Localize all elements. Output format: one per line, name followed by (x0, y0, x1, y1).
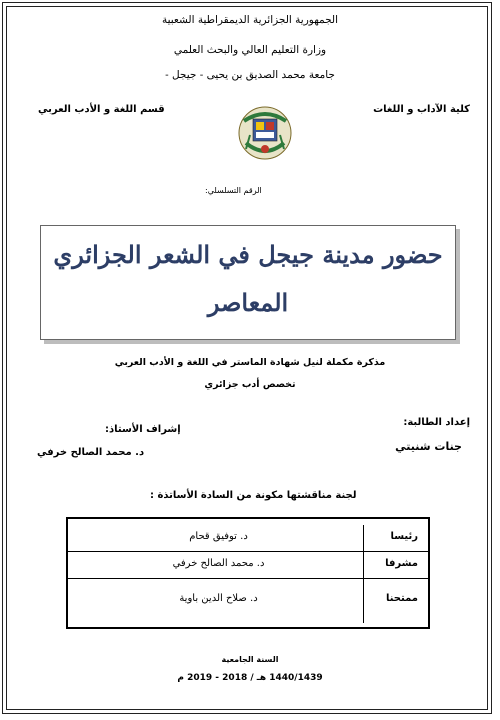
table-row (68, 525, 428, 552)
committee-heading: لجنة مناقشتها مكونة من السادة الأساتذة : (150, 490, 357, 501)
table-row (68, 579, 428, 623)
specialization: تخصص أدب جزائري (204, 379, 296, 390)
university-emblem-icon (236, 105, 294, 161)
academic-year: 1440/1439 هـ / 2018 - 2019 م (177, 673, 323, 683)
table-row (68, 552, 428, 579)
committee-role: ممتحنا (385, 593, 418, 604)
committee-member-name: د. توفيق قحام (189, 531, 248, 542)
faculty-label: كلية الآداب و اللغات (373, 104, 470, 115)
committee-member-name: د. محمد الصالح خرفي (172, 558, 265, 569)
ministry-line: وزارة التعليم العالي والبحث العلمي (173, 44, 327, 56)
student-name: جنات شنيتي (395, 440, 462, 453)
university-line: جامعة محمد الصديق بن يحيى - جيجل - (165, 69, 335, 81)
thesis-subtitle: مذكرة مكملة لنيل شهادة الماستر في اللغة و الأدب العربي (114, 357, 386, 368)
serial-number-label: الرقم التسلسلي: (205, 186, 262, 195)
committee-member-name: د. صلاح الدين باوية (179, 593, 258, 604)
student-label: إعداد الطالبة: (403, 417, 470, 428)
thesis-title-line-1: حضور مدينة جيجل في الشعر الجزائري (53, 240, 443, 269)
committee-table (66, 517, 430, 629)
academic-year-label: السنة الجامعية (221, 655, 279, 664)
republic-line: الجمهورية الجزائرية الديمقراطية الشعبية (161, 14, 339, 26)
committee-role: رئيسا (390, 531, 418, 542)
thesis-title-line-2: المعاصر (207, 288, 289, 317)
supervisor-name: د. محمد الصالح خرفي (37, 447, 145, 458)
supervisor-label: إشراف الأستاذ: (105, 424, 181, 435)
title-box (40, 225, 456, 340)
department-label: قسم اللغة و الأدب العربي (38, 104, 165, 115)
committee-role: مشرفا (385, 558, 418, 569)
